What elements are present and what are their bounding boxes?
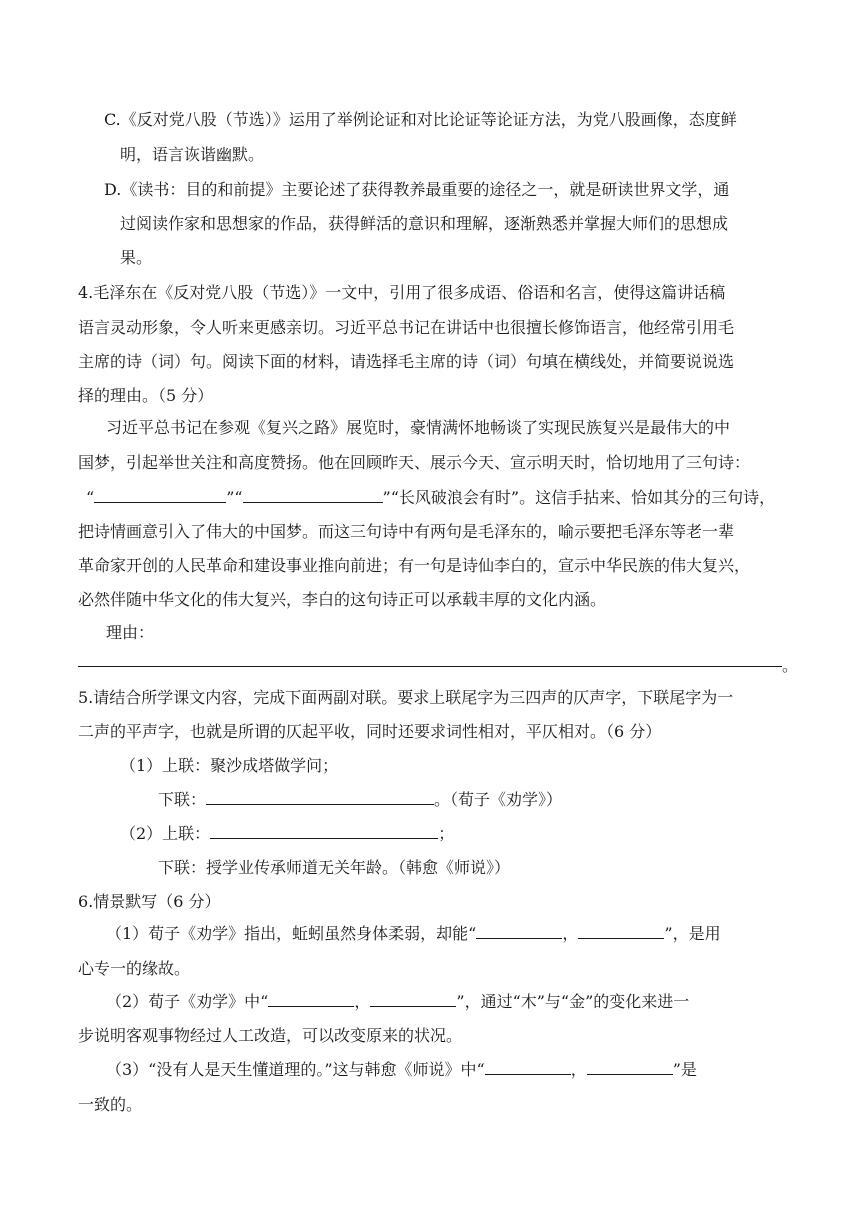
q5-line1: 5.请结合所学课文内容，完成下面两副对联。要求上联尾字为三四声的仄声字，下联尾字为一 [78, 688, 734, 707]
blank-couplet2-upper[interactable] [210, 822, 438, 839]
reason-label: 理由： [106, 623, 155, 642]
reason-end-mark: 。 [782, 656, 799, 675]
material-line1: 习近平总书记在参观《复兴之路》展览时，豪情满怀地畅谈了实现民族复兴是最伟大的中 [106, 418, 731, 437]
couplet2-upper-end: ； [438, 824, 455, 843]
q6-item2-pre: （2）荀子《劝学》中“ [106, 992, 269, 1011]
q6-title: 6.情景默写（6 分） [78, 892, 221, 911]
blank-q6-2a[interactable] [268, 990, 354, 1007]
q6-item3-post: ”是 [672, 1060, 697, 1079]
q4-line4: 择的理由。（5 分） [78, 386, 214, 405]
q6-item1-line1 [106, 922, 721, 946]
q5-line2: 二声的平声字，也就是所谓的仄起平收，同时还要求词性相对，平仄相对。（6 分） [78, 722, 662, 741]
couplet2-lower: 下联：授学业传承师道无关年龄。（韩愈《师说》） [158, 858, 511, 877]
q6-item3-line2: 一致的。 [78, 1095, 143, 1114]
blank-q6-2b[interactable] [370, 990, 456, 1007]
blank-q6-3a[interactable] [485, 1058, 571, 1075]
reason-answer-line[interactable] [78, 666, 782, 667]
q4-line3: 主席的诗（词）句。阅读下面的材料，请选择毛主席的诗（词）句填在横线处，并简要说说选 [78, 352, 735, 371]
material-line2: 国梦，引起举世关注和高度赞扬。他在回顾昨天、展示今天、宣示明天时，恰切地用了三句诗： [78, 453, 751, 472]
material-line6: 必然伴随中华文化的伟大复兴，李白的这句诗正可以承载丰厚的文化内涵。 [78, 590, 607, 609]
q6-item1-mid: ， [562, 924, 579, 943]
q6-item2-line2: 步说明客观事物经过人工改造，可以改变原来的状况。 [78, 1026, 463, 1045]
q6-item1-post: ”，是用 [664, 924, 721, 943]
q4-line2: 语言灵动形象，令人听来更感亲切。习近平总书记在讲话中也很擅长修饰语言，他经常引用毛 [78, 318, 735, 337]
couplet1-lower-label: 下联： [158, 790, 207, 809]
blank-poem-2[interactable] [243, 486, 383, 503]
blank-q6-1a[interactable] [476, 922, 562, 939]
material-quote-mid: ”“ [226, 488, 243, 507]
material-quote-end: ”“长风破浪会有时”。这信手拈来、恰如其分的三句诗， [382, 488, 776, 507]
material-quote-open: “ [86, 488, 95, 507]
q6-item3-line1 [106, 1058, 697, 1082]
q6-item3-pre: （3）“没有人是天生懂道理的。”这与韩愈《师说》中“ [106, 1060, 485, 1079]
q6-item1-pre: （1）荀子《劝学》指出，蚯蚓虽然身体柔弱，却能“ [106, 924, 477, 943]
couplet2-upper-label: （2）上联： [120, 824, 211, 843]
couplet1-lower-source: 。（荀子《劝学》） [434, 790, 563, 809]
option-d-line1: D.《读书：目的和前提》主要论述了获得教养最重要的途径之一，就是研读世界文学，通 [104, 180, 730, 199]
q6-item3-mid: ， [570, 1060, 587, 1079]
option-c-line2: 明，语言诙谐幽默。 [120, 145, 265, 164]
option-c-line1: C.《反对党八股（节选）》运用了举例论证和对比论证等论证方法，为党八股画像，态度鲜 [104, 110, 737, 129]
option-d-line2: 过阅读作家和思想家的作品，获得鲜活的意识和理解，逐渐熟悉并掌握大师们的思想成 [120, 214, 729, 233]
blank-couplet1-lower[interactable] [206, 788, 434, 805]
couplet2-upper [120, 822, 454, 846]
q6-item2-mid: ， [354, 992, 371, 1011]
blank-q6-1b[interactable] [578, 922, 664, 939]
q6-item2-line1 [106, 990, 689, 1014]
q6-item2-post: ”，通过“木”与“金”的变化来进一 [456, 992, 690, 1011]
blank-poem-1[interactable] [94, 486, 226, 503]
q6-item1-line2: 心专一的缘故。 [78, 959, 191, 978]
couplet1-lower [158, 788, 562, 812]
material-line3 [86, 486, 775, 510]
material-line5: 革命家开创的人民革命和建设事业推向前进；有一句是诗仙李白的，宣示中华民族的伟大复兴， [78, 556, 751, 575]
option-d-line3: 果。 [120, 248, 153, 267]
q4-line1: 4.毛泽东在《反对党八股（节选）》一文中，引用了很多成语、俗语和名言，使得这篇讲话稿 [78, 283, 726, 302]
blank-q6-3b[interactable] [587, 1058, 673, 1075]
material-line4: 把诗情画意引入了伟大的中国梦。而这三句诗中有两句是毛泽东的，喻示要把毛泽东等老一辈 [78, 522, 735, 541]
couplet1-upper: （1）上联：聚沙成塔做学问； [120, 756, 339, 775]
